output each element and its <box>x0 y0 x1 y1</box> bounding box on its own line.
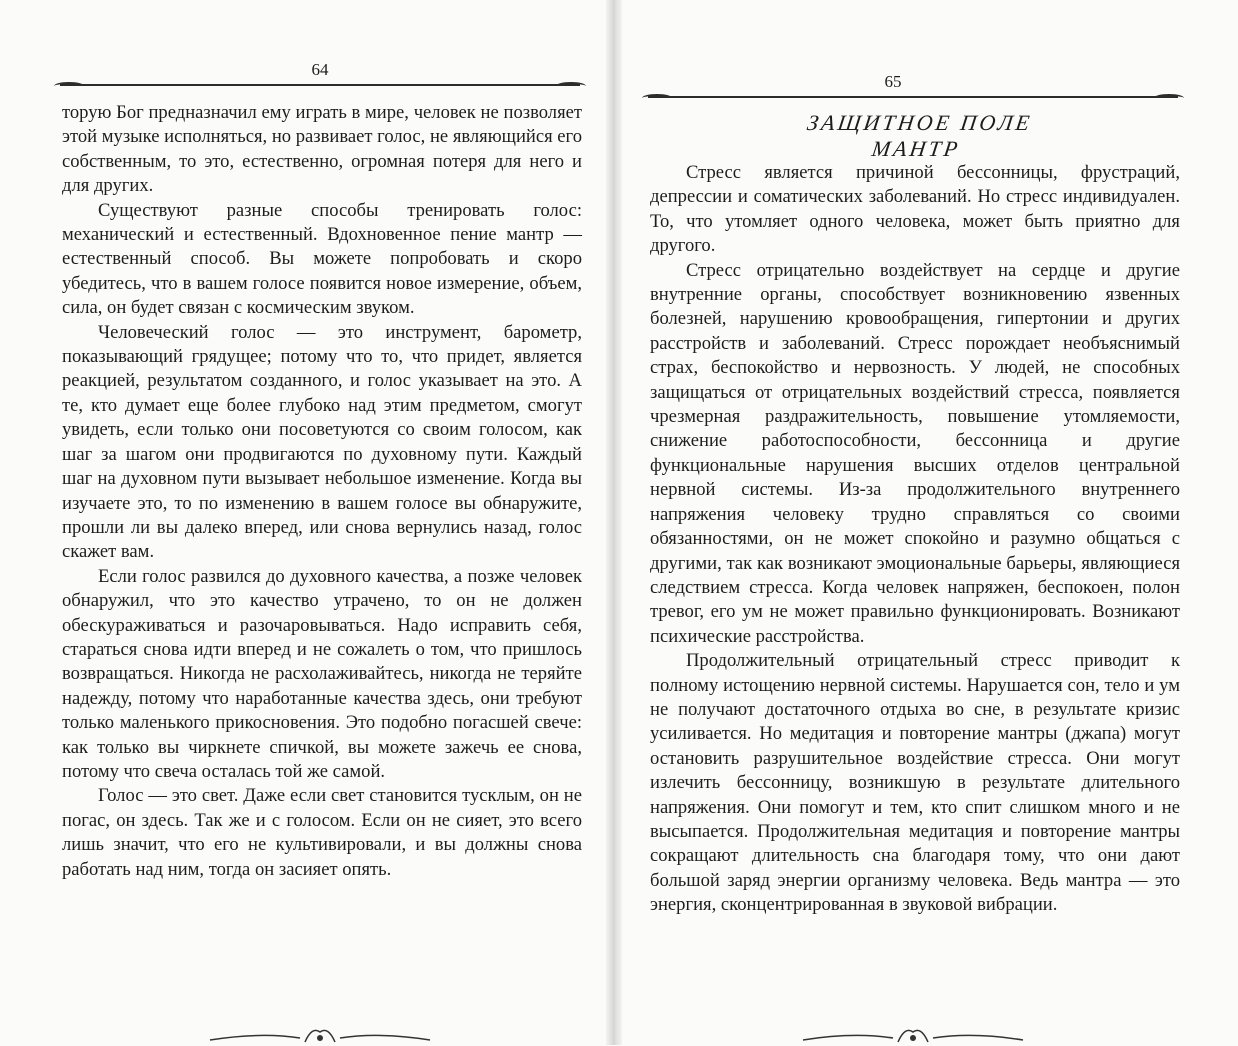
footer-ornament-left <box>200 1022 440 1046</box>
right-page <box>618 0 1238 1045</box>
paragraph: Человеческий голос — это инструмент, барометр, показывающий грядущее; потому что то, что придет, является реакцией, результатом созданного, и голос указывает на это. А те, кто думает еще более глубоко над этим предметом, смогут увидеть, если только они посоветуются со своим голосом, как шаг за шагом они продвигаются по духовному пути. Каждый шаг на духовном пути вызывает небольшое изменение. Когда вы изучаете это, то по изменению в вашем голосе вы обнаружите, прошли ли вы далеко вперед, или снова вернулись назад, голос скажет вам. <box>62 321 582 563</box>
footer-ornament-right <box>793 1022 1033 1046</box>
page-number-left: 64 <box>311 60 329 79</box>
right-page-text <box>650 161 1180 918</box>
paragraph: Стресс отрицательно воздействует на сердце и другие внутренние органы, способствует возникновению язвенных болезней, нарушению кровообращения, гипертонии и других расстройств и заболеваний. Стресс порождает необъяснимый страх, беспокойство и нервозность. У людей, не способных защищаться от отрицательных воздействий стресса, появляется чрезмерная раздражительность, повышение утомляемости, снижение работоспособности, бессонница и другие функциональные нарушения высших отделов центральной нервной системы. Из-за продолжительного внутреннего напряжения человеку трудно справляться со своими обязанностями, он не может спокойно и разумно общаться с другими, так как возникают эмоциональные барьеры, являющиеся следствием стресса. Когда человек напряжен, беспокоен, полон тревог, его ум не может правильно функционировать. Возникают психические расстройства. <box>650 259 1180 647</box>
header-rule-left <box>60 84 580 86</box>
paragraph: Стресс является причиной бессонницы, фрустраций, депрессии и соматических заболеваний. Но стресс индивидуален. То, что утомляет одного человека, может быть приятно для другого. <box>650 162 1180 257</box>
page-number-right: 65 <box>884 72 902 91</box>
paragraph: торую Бог предназначил ему играть в мире, человек не позволяет этой музыке исполняться, но развивает голос, не являющийся его собственным, то это, естественно, огромная потеря для него и для других. <box>62 102 583 197</box>
paragraph: Продолжительный отрицательный стресс приводит к полному истощению нервной системы. Нарушается сон, тело и ум не получают достаточного отдыха во сне, в результате кризис усиливается. Но медитация и повторение мантры (джапа) могут остановить разрушительное воздействие стресса. Они могут излечить бессонницу, возникшую в результате длительного напряжения. Они помогут и тем, кто спит слишком много и не высыпается. Продолжительная медитация и повторение мантры сокращают длительность сна благодаря тому, что они дают большой заряд энергии организму человека. Ведь мантра — это энергия, сконцентрированная в звуковой вибрации. <box>650 650 1180 916</box>
chapter-title: ЗАЩИТНОЕ ПОЛЕ МАНТР <box>805 110 1034 161</box>
paragraph: Голос — это свет. Даже если свет становится тусклым, он не погас, он здесь. Так же и с голосом. Если он не сияет, это всего лишь значит, что его не культивировали, и вы должны снова работать над ним, тогда он засияет опять. <box>62 785 582 880</box>
paragraph: Если голос развился до духовного качества, а позже человек обнаружил, что это качество утрачено, то он не должен обескураживаться и разочаровываться. Надо исправить себя, стараться снова идти вперед и не сожалеть о том, что пришлось возвращаться. Никогда не расхолаживайтесь, никогда не теряйте надежду, потому что наработанные качества здесь, они требуют только маленького прикосновения. Это подобно погасшей свече: как только вы чиркнете спичкой, вы можете зажечь ее снова, потому что свеча осталась той же самой. <box>62 565 582 782</box>
left-page-text <box>62 101 582 882</box>
header-rule-right <box>648 96 1178 98</box>
paragraph: Существуют разные способы тренировать голос: механический и естественный. Вдохновенное пение мантр — естественный способ. Вы можете попробовать и скоро убедитесь, что в вашем голосе появится новое измерение, объем, сила, он будет связан с космическим звуком. <box>62 199 582 319</box>
left-page <box>0 0 614 1045</box>
